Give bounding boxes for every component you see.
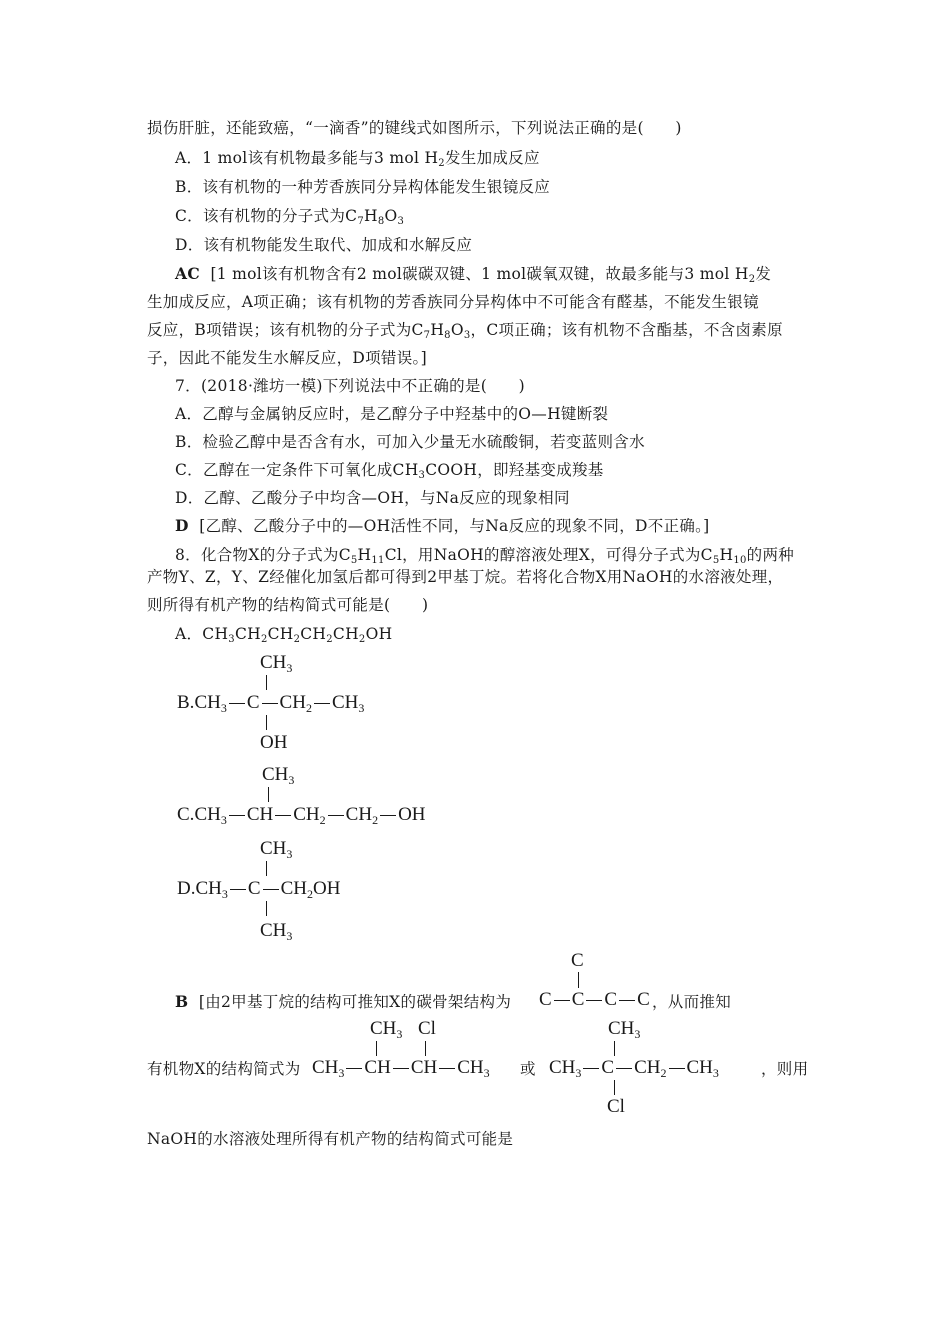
q7-option-d: D．乙醇、乙酸分子中均含—OH，与Na反应的现象相同 <box>175 489 570 507</box>
q6-stem: 损伤肝脏，还能致癌，“一滴香”的键线式如图所示，下列说法正确的是( ) <box>147 119 682 137</box>
q7-explanation: D [乙醇、乙酸分子中的—OH活性不同，与Na反应的现象不同，D不正确。] <box>175 516 710 535</box>
q8-stem-3: 则所得有机产物的结构简式可能是( ) <box>147 596 429 614</box>
q7-stem: 7．(2018·潍坊一模)下列说法中不正确的是( ) <box>175 377 526 395</box>
q8-explanation-3: NaOH的水溶液处理所得有机产物的结构简式可能是 <box>147 1130 514 1148</box>
q6-explanation-3: 反应，B项错误；该有机物的分子式为$C_7H_8O_3$，C项正确；该有机物不含酯基，不含卤素原 <box>147 321 783 341</box>
q7-option-b: B．检验乙醇中是否含有水，可加入少量无水硫酸铜，若变蓝则含水 <box>175 433 645 451</box>
q6-option-d: D．该有机物能发生取代、加成和水解反应 <box>175 236 473 254</box>
q6-option-a: A．1 mol该有机物最多能与3 mol $H_2$发生加成反应 <box>175 149 540 169</box>
q8-stem-2: 产物Y、Z，Y、Z经催化加氢后都可得到2甲基丁烷。若将化合物X用NaOH的水溶液处理， <box>147 568 784 586</box>
q8-option-a: A．$CH_3CH_2CH_2CH_2CH_2OH$ <box>175 625 393 645</box>
q8-stem-1: 8．化合物X的分子式为$C_5H_{11}Cl$，用NaOH的醇溶液处理X，可得分子式为$C_5H_{10}$的两种 <box>175 546 795 566</box>
q7-option-c: C．乙醇在一定条件下可氧化成$CH_3COOH$，即羟基变成羧基 <box>175 461 604 481</box>
q6-explanation-2: 生加成反应，A项正确；该有机物的芳香族同分异构体中不可能含有醛基，不能发生银镜 <box>147 293 759 311</box>
q6-option-b: B．该有机物的一种芳香族同分异构体能发生银镜反应 <box>175 178 551 196</box>
q6-explanation-4: 子，因此不能发生水解反应，D项错误。] <box>147 349 427 367</box>
q6-option-c: C．该有机物的分子式为$C_7H_8O_3$ <box>175 207 405 227</box>
q7-option-a: A．乙醇与金属钠反应时，是乙醇分子中羟基中的O—H键断裂 <box>175 405 609 423</box>
q6-explanation-1: AC [1 mol该有机物含有2 mol碳碳双键、1 mol碳氧双键，故最多能与3 mol $H_2$发 <box>175 264 772 285</box>
